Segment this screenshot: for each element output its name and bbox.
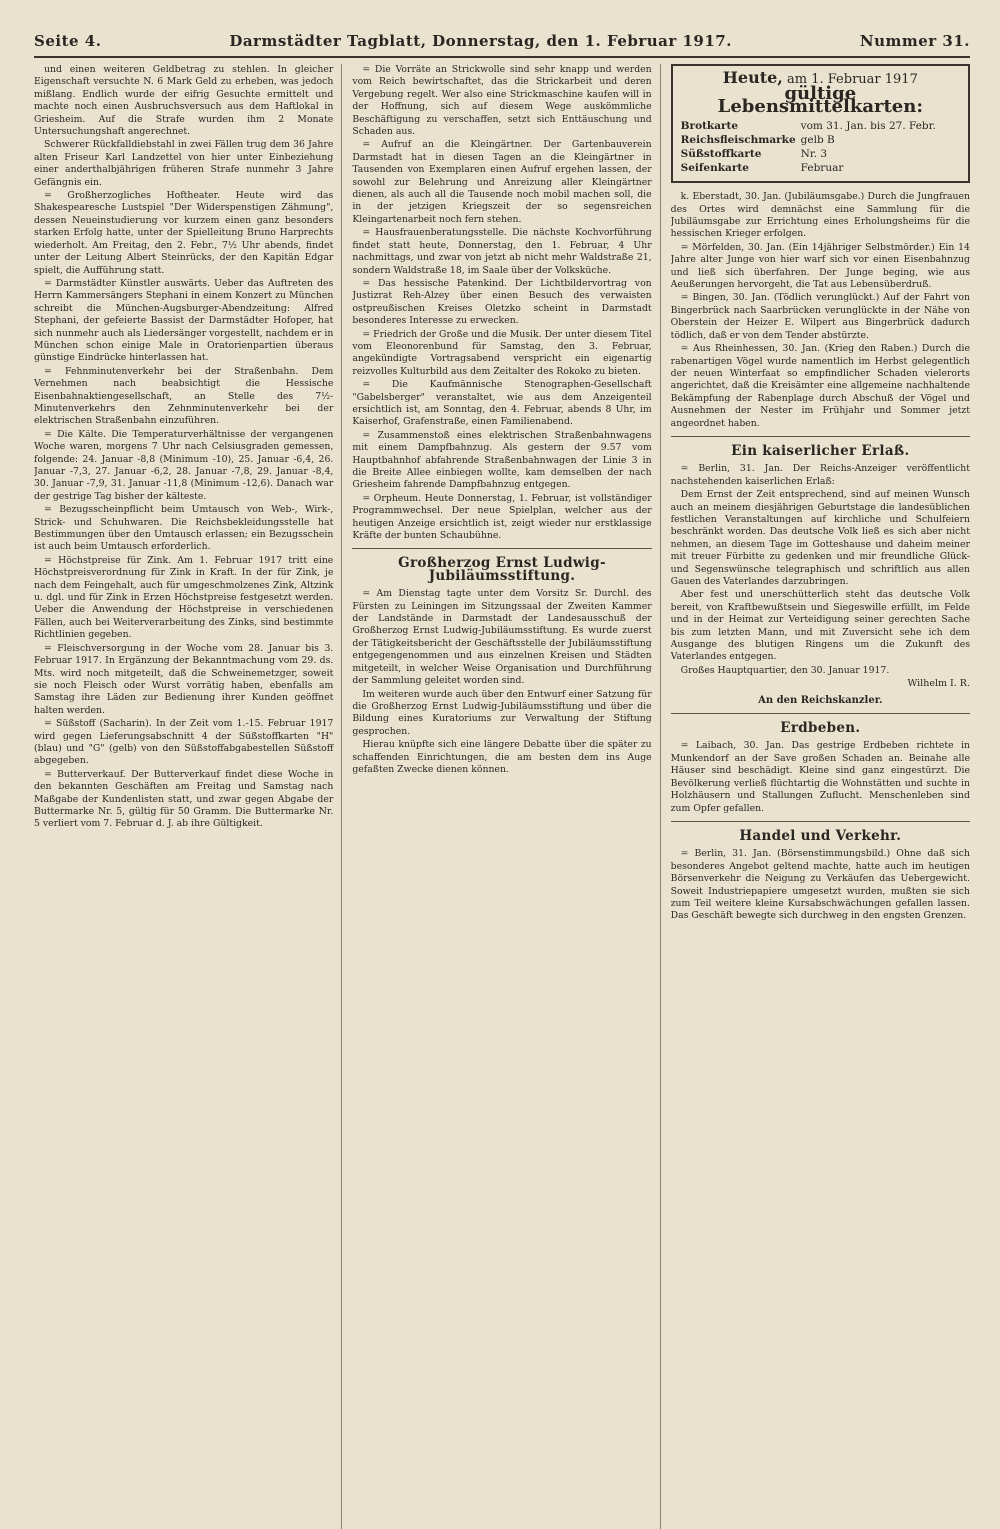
article: k. Eberstadt, 30. Jan. (Jubiläumsgabe.) Durch die Jungfrauen des Ortes wird demnächst eine Sammlung für die Jubiläumsgabe zur Errichtung eines Erholungsheims für die hessischen Krieger erfolgen. [670,191,970,240]
card-row [681,147,960,161]
article: = Mörfelden, 30. Jan. (Ein 14jähriger Selbstmörder.) Ein 14 Jahre alter Junge von hier warf sich vor einen Eisenbahnzug und ließ sich überfahren. Der Junge beging, wie aus Aeußerungen hervorgeht, die Tat aus Lebensüberdruß. [670,241,970,291]
article: und einen weiteren Geldbetrag zu stehlen. In gleicher Eigenschaft versuchte N. 6 Mark Geld zu erheben, was jedoch mißlang. Endlich wurde der eifrig Gesuchte ermittelt und machte noch einen Ausbruchsversuch aus dem Haftlokal in Griesheim. Auf die Strafe wurden ihm 2 Monate Untersuchungshaft angerechnet. [34,64,334,138]
card-validity: gelb B [800,134,835,147]
card-validity: vom 31. Jan. bis 27. Febr. [800,120,936,133]
article: = Orpheum. Heute Donnerstag, 1. Februar, ist vollständiger Programmwechsel. Der neue Spielplan, welcher aus der heutigen Anzeige ersichtlich ist, zeigt wieder nur erstklassige Kräfte der bunten Schaubühne. [352,492,652,542]
section-title-handel: Handel und Verkehr. [739,827,902,844]
article: = Zusammenstoß eines elektrischen Straßenbahnwagens mit einem Dampfbahnzug. Als gestern der 9.57 vom Hauptbahnhof abfahrende Straßenbahnwagen der Linie 3 in die Breite Allee einbiegen wollte, kam demselben der nach Griesheim fahrende Dampfbahnzug entgegen. [352,429,652,491]
card-row [681,119,960,133]
signature: Wilhelm I. R. [907,678,970,690]
notice-date: am 1. Februar 1917 [787,72,918,87]
article: = Die Vorräte an Strickwolle sind sehr knapp und werden vom Reich bewirtschaftet, das die Strickarbeit und deren Vergebung regelt. Wer also eine Strickmaschine kaufen will in der Hoffnung, sich auf diesem Wege auskömmliche Beschäftigung zu verschaffen, setzt sich Enttäuschung und Schaden aus. [352,64,652,138]
section-title-erlass: Ein kaiserlicher Erlaß. [731,442,910,459]
article: = Bingen, 30. Jan. (Tödlich verunglückt.) Auf der Fahrt von Bingerbrück nach Saarbrücken verunglückte in der Nähe von Oberstein der Heizer E. Wilpert aus Bingerbrück dadurch tödlich, daß er von dem Tender abstürzte. [670,292,970,341]
article: = Großherzogliches Hoftheater. Heute wird das Shakespearesche Lustspiel "Der Widerspenstigen Zähmung", dessen Neueinstudierung vor kurzem einen ganz besonders starken Erfolg hatte, unter der Spielleitung Bruno Harprechts wiederholt. Am Freitag, den 2. Febr., 7½ Uhr abends, findet unter der Leitung Albert Steinrücks, der den Kapitän Edgar spielt, die Aufführung statt. [34,190,334,276]
card-name: Reichsfleischmarke [680,134,796,147]
article: Aber fest und unerschütterlich steht das deutsche Volk bereit, von Kraftbewußtsein und Siegeswille erfüllt, im Felde und in der Heimat zur Verteidigung seiner gerechten Sache bis zum letzten Mann, und mit Zuversicht sehe ich dem Ausgange des blutigen Ringens um die Zukunft des Vaterlandes entgegen. [670,589,970,663]
card-name: Süßstoffkarte [680,148,762,161]
article: = Berlin, 31. Jan. Der Reichs-Anzeiger veröffentlicht nachstehenden kaiserlichen Erlaß: [670,463,970,487]
addressee: An den Reichskanzler. [758,694,883,706]
card-validity: Nr. 3 [800,148,828,161]
article: = Friedrich der Große und die Musik. Der unter diesem Titel vom Eleonorenbund für Samstag, den 3. Februar, angekündigte Vortragsabend verspricht ein eigenartig reizvolles Kulturbild aus dem Zeitalter des Rokoko zu bieten. [352,328,652,377]
article: = Das hessische Patenkind. Der Lichtbildervortrag von Justizrat Reh-Alzey über einen Besuch des verwaisten ostpreußischen Kreises Oletzko scheint in Darmstadt besonderes Interesse zu erwecken. [352,277,652,327]
column-1 [34,64,342,1529]
article: = Bezugsscheinpflicht beim Umtausch von Web-, Wirk-, Strick- und Schuhwaren. Die Reichsbekleidungsstelle hat Bestimmungen über den Umtausch erlassen; ein Bezugsschein ist auch beim Umtausch erforderlich. [34,504,334,553]
section-title-erdbeben: Erdbeben. [780,720,861,737]
divider [671,821,970,822]
article: = Höchstpreise für Zink. Am 1. Februar 1917 tritt eine Höchstpreisverordnung für Zink in Kraft. In der für Zink, je nach dem Feingehalt, auch für umgeschmolzenes Zink, Altzink u. dgl. und für Zink in Erzen Höchstpreise festgesetzt werden. Ueber die Anwendung der Höchstpreise in verschiedenen Fällen, auch bei Weiterverarbeitung des Zinks, sind bestimmte Richtlinien gegeben. [34,554,334,641]
column-3 [671,64,970,1529]
ration-card-notice [671,64,970,183]
divider [671,713,970,714]
article: = Aufruf an die Kleingärtner. Der Gartenbauverein Darmstadt hat in diesen Tagen an die Kleingärtner in Tausenden von Exemplaren einen Aufruf ergehen lassen, der sowohl zur Belehrung und Anreizung aller Kleingärtner dienen, als auch all die Tausende noch mobil machen soll, die in der jetzigen Kriegszeit der so segensreichen Kleingartenarbeit noch fern stehen. [352,139,652,225]
paper-title-date: Darmstädter Tagblatt, Donnerstag, den 1. Februar 1917. [229,32,732,50]
article: = Fehnminutenverkehr bei der Straßenbahn. Dem Vernehmen nach beabsichtigt die Hessische Eisenbahnaktiengesellschaft, an Stelle des 7½-Minutenverkehrs den Zehnminutenverkehr bei der elektrischen Straßenbahn einzuführen. [34,365,334,427]
section-title-stiftung: Großherzog Ernst Ludwig-Jubiläumsstiftung. [398,555,606,584]
dateline: Großes Hauptquartier, den 30. Januar 1917. [680,664,890,676]
article: = Die Kaufmännische Stenographen-Gesellschaft "Gabelsberger" veranstaltet, wie aus dem Anzeigenteil ersichtlich ist, am Sonntag, den 4. Februar, abends 8 Uhr, im Kaiserhof, Grafenstraße, einen Familienabend. [352,379,652,428]
article: = Die Kälte. Die Temperaturverhältnisse der vergangenen Woche waren, morgens 7 Uhr nach Celsiusgraden gemessen, folgende: 24. Januar -8,8 (Minimum -10), 25. Januar -6,4, 26. Januar -7,3, 27. Januar -6,2, 28. Januar -7,8, 29. Januar -8,4, 30. Januar -7,9, 31. Januar -11,8 (Minimum -12,6). Danach war der gestrige Tag bisher der kälteste. [34,428,334,502]
card-row [681,133,960,147]
page-number: Seite 4. [34,32,102,50]
article: Dem Ernst der Zeit entsprechend, sind auf meinen Wunsch auch an meinem diesjährigen Geburtstage die landesüblichen festlichen Veranstaltungen auf kirchliche und Schulfeiern beschränkt worden. Das deutsche Volk ließ es sich aber nicht nehmen, an diesem Tage im Gotteshause und daheim meiner mit treuer Fürbitte zu gedenken und mir freundliche Glück- und Segenswünsche telegraphisch und schriftlich aus allen Gauen des Vaterlandes darzubringen. [670,489,970,587]
divider [671,436,970,437]
notice-heute: Heute, [722,68,783,87]
article: = Berlin, 31. Jan. (Börsenstimmungsbild.) Ohne daß sich besonderes Angebot geltend machte, hatte auch im heutigen Börsenverkehr die Neigung zu Verkäufen das Uebergewicht. Soweit Industriepapiere umgesetzt wurden, mußten sie sich zum Teil weitere kleine Kursabschwächungen gefallen lassen. Das Geschäft bewegte sich durchweg in den engsten Grenzen. [670,848,970,922]
article: = Darmstädter Künstler auswärts. Ueber das Auftreten des Herrn Kammersängers Stephani in einem Konzert zu München schreibt die München-Augsburger-Abendzeitung: Alfred Stephani, der gefeierte Bassist der Darmstädter Hofoper, hat sich nunmehr auch als Liedersänger vorgestellt, nachdem er in München schon einige Male in Oratorienpartien überaus günstige Eindrücke hinterlassen hat. [34,277,334,364]
masthead [34,32,970,58]
article: Schwerer Rückfalldiebstahl in zwei Fällen trug dem 36 Jahre alten Friseur Karl Landzettel von hier unter Einbeziehung einer anderthalbjährigen früheren Strafe nunmehr 3 Jahre Gefängnis ein. [34,139,334,188]
article: = Süßstoff (Sacharin). In der Zeit vom 1.-15. Februar 1917 wird gegen Lieferungsabschnitt 4 der Süßstoffkarten "H" (blau) und "G" (gelb) von den Süßstoffabgabestellen Süßstoff abgegeben. [34,718,334,767]
divider [352,548,651,549]
column-2 [352,64,660,1529]
article: = Am Dienstag tagte unter dem Vorsitz Sr. Durchl. des Fürsten zu Leiningen im Sitzungssaal der Zweiten Kammer der Landstände in Darmstadt der Landesausschuß der Großherzog Ernst Ludwig-Jubiläumsstiftung. Es wurde zuerst der Tätigkeitsbericht der Geschäftsstelle der Jubiläumsstiftung entgegengenommen und aus einzelnen Kreisen und Städten mitgeteilt, in welcher Weise Organisation und Durchführung der Sammlung geleitet worden sind. [352,588,652,687]
article: = Aus Rheinhessen, 30. Jan. (Krieg den Raben.) Durch die rabenartigen Vögel wurde namentlich im Herbst gelegentlich der neuen Winterfaat so empfindlicher Schaden vielerorts angerichtet, daß die Kreisämter eine allgemeine nachhaltende Bekämpfung der Rabenplage durch Abschuß der Vögel und Ausnehmen der Nester im Frühjahr und Sommer jetzt angeordnet haben. [670,343,970,429]
article: = Fleischversorgung in der Woche vom 28. Januar bis 3. Februar 1917. In Ergänzung der Bekanntmachung vom 29. ds. Mts. wird noch mitgeteilt, daß die Schweinemetzger, soweit sie noch Fleisch oder Wurst vorrätig haben, ebenfalls am Samstag ihre Läden zur Bedienung ihrer Kunden geöffnet halten werden. [34,642,334,716]
card-row [681,161,960,175]
article: Hierau knüpfte sich eine längere Debatte über die später zu schaffenden Einrichtungen, die am besten dem ins Auge gefaßten Zwecke dienen können. [352,739,652,775]
article: = Laibach, 30. Jan. Das gestrige Erdbeben richtete in Munkendorf an der Save großen Schaden an. Beinahe alle Häuser sind beschädigt. Kleine sind ganz eingestürzt. Die Bevölkerung verließ flüchtartig die Wohnstätten und suchte in Holzhäusern und Stallungen Zuflucht. Menschenleben sind zum Opfer gefallen. [670,740,970,814]
card-name: Seifenkarte [680,162,749,175]
article: = Butterverkauf. Der Butterverkauf findet diese Woche in den bekannten Geschäften am Freitag und Samstag nach Maßgabe der Kundenlisten statt, und zwar gegen Abgabe der Buttermarke Nr. 5, gültig für 50 Gramm. Die Buttermarke Nr. 5 verliert vom 7. Februar d. J. ab ihre Gültigkeit. [34,768,334,830]
notice-title: gültige Lebensmittelkarten: [717,83,923,117]
card-name: Brotkarte [680,120,739,133]
article: Im weiteren wurde auch über den Entwurf einer Satzung für die Großherzog Ernst Ludwig-Jubiläumsstiftung und über die Bildung eines Kuratoriums zur Verwaltung der Stiftung gesprochen. [352,688,652,737]
card-validity: Februar [800,162,844,175]
issue-number: Nummer 31. [859,32,970,50]
article: = Hausfrauenberatungsstelle. Die nächste Kochvorführung findet statt heute, Donnerstag, den 1. Februar, 4 Uhr nachmittags, und zwar von jetzt ab nicht mehr Waldstraße 21, sondern Waldstraße 18, im Saale über der Volksküche. [352,227,652,276]
